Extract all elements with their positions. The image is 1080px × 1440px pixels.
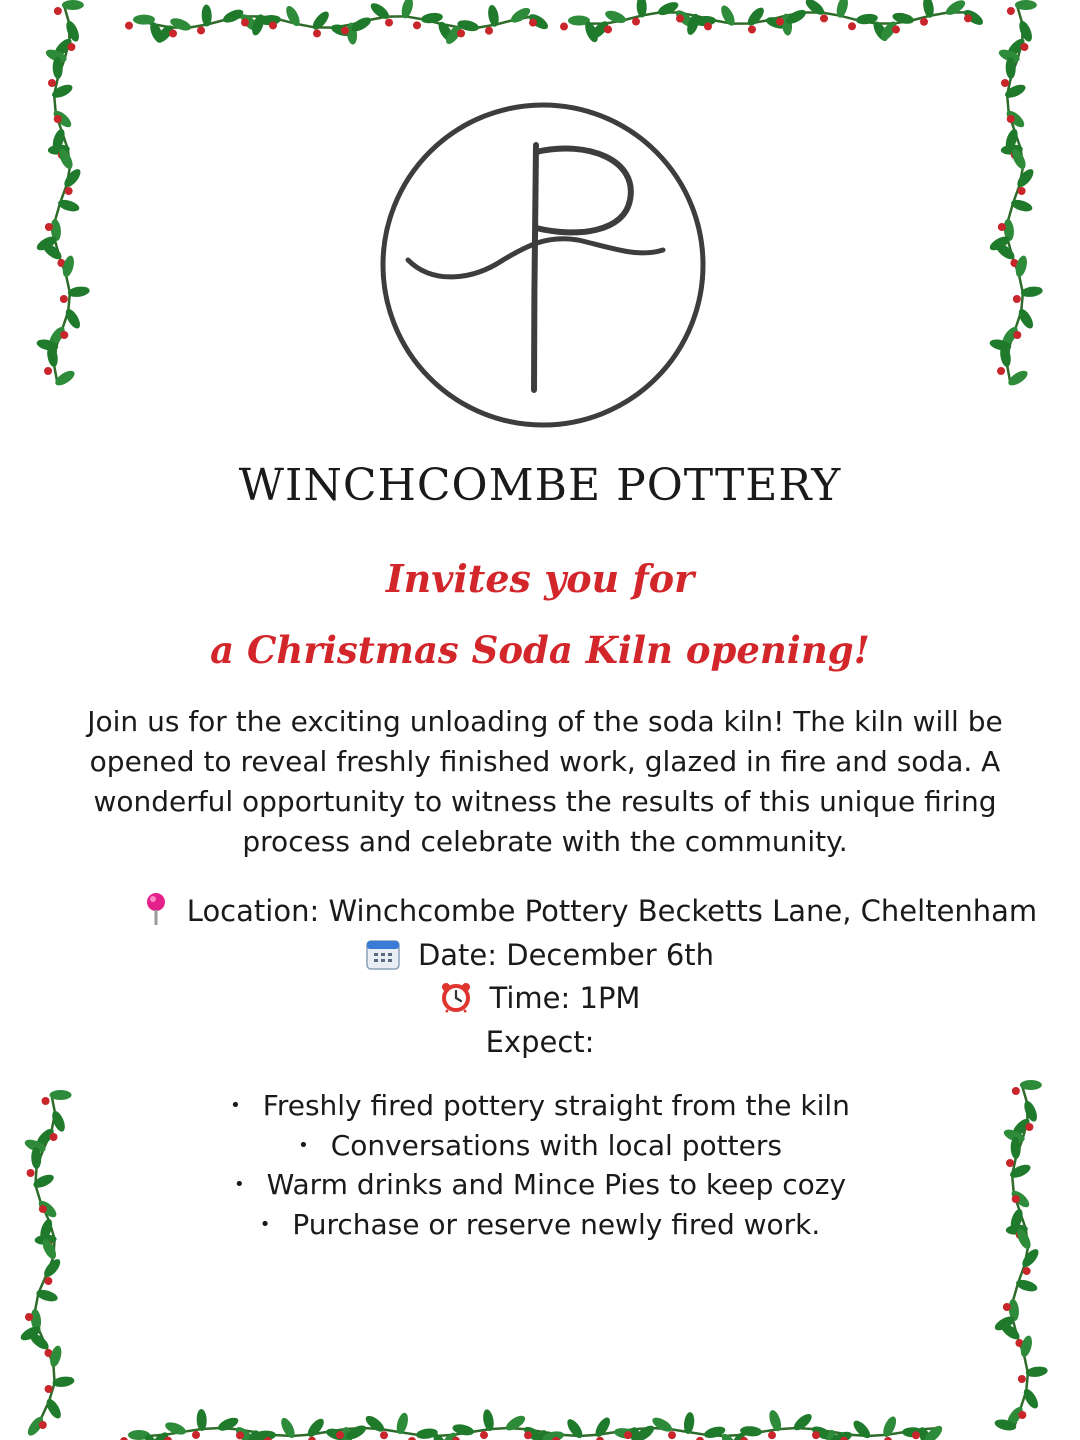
expect-heading: Expect: [485, 1024, 595, 1059]
berry [1018, 187, 1026, 195]
berry [39, 1421, 47, 1429]
berry [892, 26, 900, 34]
berry [241, 19, 249, 27]
holly-leaf [1015, 0, 1037, 10]
berry [529, 19, 537, 27]
berry [48, 79, 56, 87]
berry [60, 331, 68, 339]
invite-line-1: Invites you for [385, 556, 695, 601]
berry [776, 18, 784, 26]
berry [480, 1431, 488, 1439]
location-text: Location: Winchcombe Pottery Becketts Lane, Cheltenham [186, 894, 1038, 928]
list-item: • Freshly fired pottery straight from the kiln [0, 1086, 1080, 1126]
pushpin-icon [143, 892, 169, 926]
berry [998, 223, 1006, 231]
berry [385, 19, 393, 27]
berry [197, 26, 205, 34]
berry [604, 25, 612, 33]
berry [1023, 1267, 1031, 1275]
holly-garland-bottom [110, 1400, 970, 1440]
berry [1001, 79, 1009, 87]
berry [748, 26, 756, 34]
holly-leaf [363, 1413, 386, 1434]
berry [192, 1431, 200, 1439]
berry [125, 22, 133, 30]
list-item: • Conversations with local potters [0, 1126, 1080, 1166]
time-text: Time: 1PM [489, 981, 641, 1015]
berry [341, 27, 349, 35]
holly-leaf [62, 0, 84, 10]
berry [632, 18, 640, 26]
berry [624, 1431, 632, 1439]
berry [44, 367, 52, 375]
berry [485, 27, 493, 35]
berry [60, 295, 68, 303]
berry [65, 187, 73, 195]
event-details [0, 890, 1080, 1064]
berry [820, 14, 828, 22]
holly-leaf [62, 166, 84, 189]
berry [524, 1431, 532, 1439]
berry [169, 29, 177, 37]
time-row [0, 977, 1080, 1021]
berry [768, 1431, 776, 1439]
berry [1013, 295, 1021, 303]
berry [54, 7, 62, 15]
date-row [0, 934, 1080, 978]
date-text: Date: December 6th [417, 937, 715, 972]
invite-line-2: a Christmas Soda Kiln opening! [210, 628, 870, 672]
berry [67, 43, 75, 51]
berry [1007, 7, 1015, 15]
holly-leaf [1015, 166, 1037, 189]
berry [560, 23, 568, 31]
berry [848, 22, 856, 30]
berry [236, 1431, 244, 1439]
berry [997, 367, 1005, 375]
berry [44, 1277, 52, 1285]
logo-bowl [536, 149, 631, 233]
berry [308, 1437, 316, 1440]
berry [1003, 1303, 1011, 1311]
holly-leaf [1020, 1246, 1042, 1269]
berry [1018, 1375, 1026, 1383]
location-row [100, 890, 1080, 934]
list-item: • Purchase or reserve newly fired work. [0, 1205, 1080, 1245]
berry [45, 223, 53, 231]
berry [912, 1431, 920, 1439]
berry [1020, 43, 1028, 51]
berry [676, 15, 684, 23]
berry [457, 29, 465, 37]
berry [45, 1385, 53, 1393]
expect-list [0, 1086, 1080, 1244]
holly-leaf [509, 5, 533, 25]
intro-paragraph: Join us for the exciting unloading of the soda kiln! The kiln will be opened to reveal freshly finished work, glazed in fire and soda. A wonderful opportunity to witness the results of this unique firing process and celebrate with the community. [87, 705, 1003, 858]
berry [812, 1431, 820, 1439]
holly-garland-left-upper [0, 0, 120, 400]
berry [668, 1431, 676, 1439]
berry [413, 21, 421, 29]
berry [920, 18, 928, 26]
winchcombe-pottery-logo [378, 100, 708, 430]
berry [1013, 331, 1021, 339]
logo-stem [534, 145, 536, 390]
calendar-icon [366, 938, 400, 970]
brand-title: WINCHCOMBE POTTERY [238, 460, 842, 511]
berry [1018, 1411, 1026, 1419]
berry [1007, 115, 1015, 123]
list-item: • Warm drinks and Mince Pies to keep cozy [0, 1165, 1080, 1205]
berry [25, 1313, 33, 1321]
berry [336, 1431, 344, 1439]
berry [54, 115, 62, 123]
berry [704, 22, 712, 30]
berry [269, 21, 277, 29]
berry [380, 1431, 388, 1439]
holly-garland-right-upper [960, 0, 1080, 400]
berry [313, 29, 321, 37]
alarm-clock-icon [440, 981, 472, 1013]
